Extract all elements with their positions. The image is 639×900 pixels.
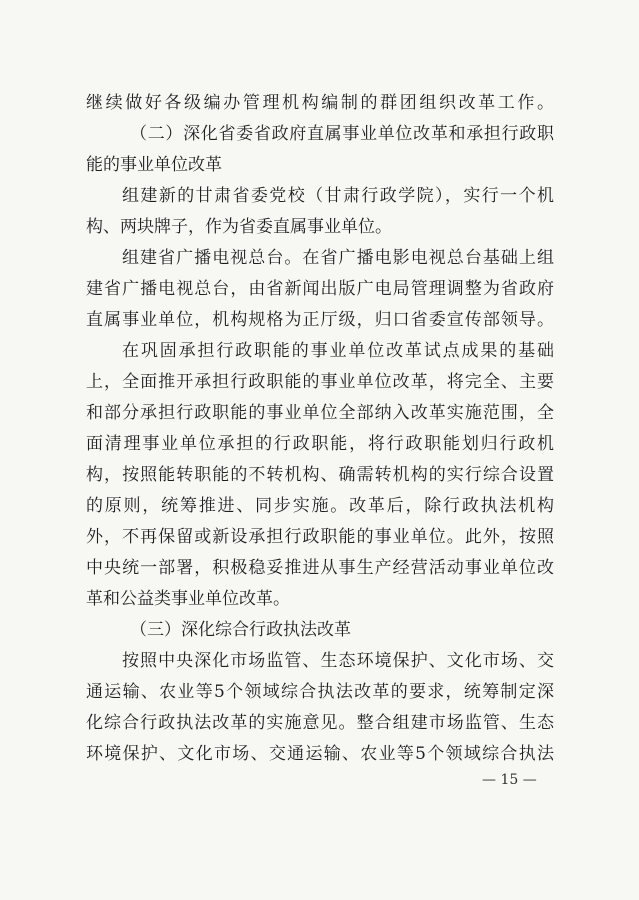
paragraph-line-9: 在巩固承担行政职能的事业单位改革试点成果的基础 [122, 341, 554, 361]
page-number: — 15 — [482, 772, 537, 788]
paragraph-line-12: 面清理事业单位承担的行政职能，将行政职能划归行政机 [86, 434, 554, 454]
paragraph-line-8: 直属事业单位，机构规格为正厅级，归口省委宣传部领导。 [86, 310, 554, 330]
paragraph-line-7: 建省广播电视总台，由省新闻出版广电局管理调整为省政府 [86, 279, 554, 299]
paragraph-line-5: 构、两块牌子，作为省委直属事业单位。 [86, 217, 392, 237]
paragraph-line-16: 中央统一部署，积极稳妥推进从事生产经营活动事业单位改 [86, 558, 554, 578]
section-heading-2-cont: 能的事业单位改革 [86, 155, 222, 175]
paragraph-line-15: 外，不再保留或新设承担行政职能的事业单位。此外，按照 [86, 527, 554, 547]
paragraph-line-4: 组建新的甘肃省委党校（甘肃行政学院），实行一个机 [122, 186, 554, 206]
paragraph-line-13: 构，按照能转职能的不转机构、确需转机构的实行综合设置 [86, 465, 554, 485]
paragraph-line-17: 革和公益类事业单位改革。 [86, 589, 290, 609]
body-text [86, 88, 554, 770]
paragraph-line-22: 环境保护、文化市场、交通运输、农业等5个领域综合执法 [86, 744, 554, 764]
paragraph-line-20: 通运输、农业等5个领域综合执法改革的要求，统筹制定深 [86, 682, 554, 702]
paragraph-line-14: 的原则，统筹推进、同步实施。改革后，除行政执法机构 [86, 496, 554, 516]
section-heading-2: （二）深化省委省政府直属事业单位改革和承担行政职 [130, 124, 554, 144]
paragraph-line-11: 和部分承担行政职能的事业单位全部纳入改革实施范围，全 [86, 403, 554, 423]
paragraph-line-1: 继续做好各级编办管理机构编制的群团组织改革工作。 [86, 93, 554, 113]
paragraph-line-19: 按照中央深化市场监管、生态环境保护、文化市场、交 [122, 651, 554, 671]
paragraph-line-21: 化综合行政执法改革的实施意见。整合组建市场监管、生态 [86, 713, 554, 733]
paragraph-line-6: 组建省广播电视总台。在省广播电影电视总台基础上组 [122, 248, 554, 268]
section-heading-3: （三）深化综合行政执法改革 [130, 620, 351, 640]
paragraph-line-10: 上，全面推开承担行政职能的事业单位改革，将完全、主要 [86, 372, 554, 392]
